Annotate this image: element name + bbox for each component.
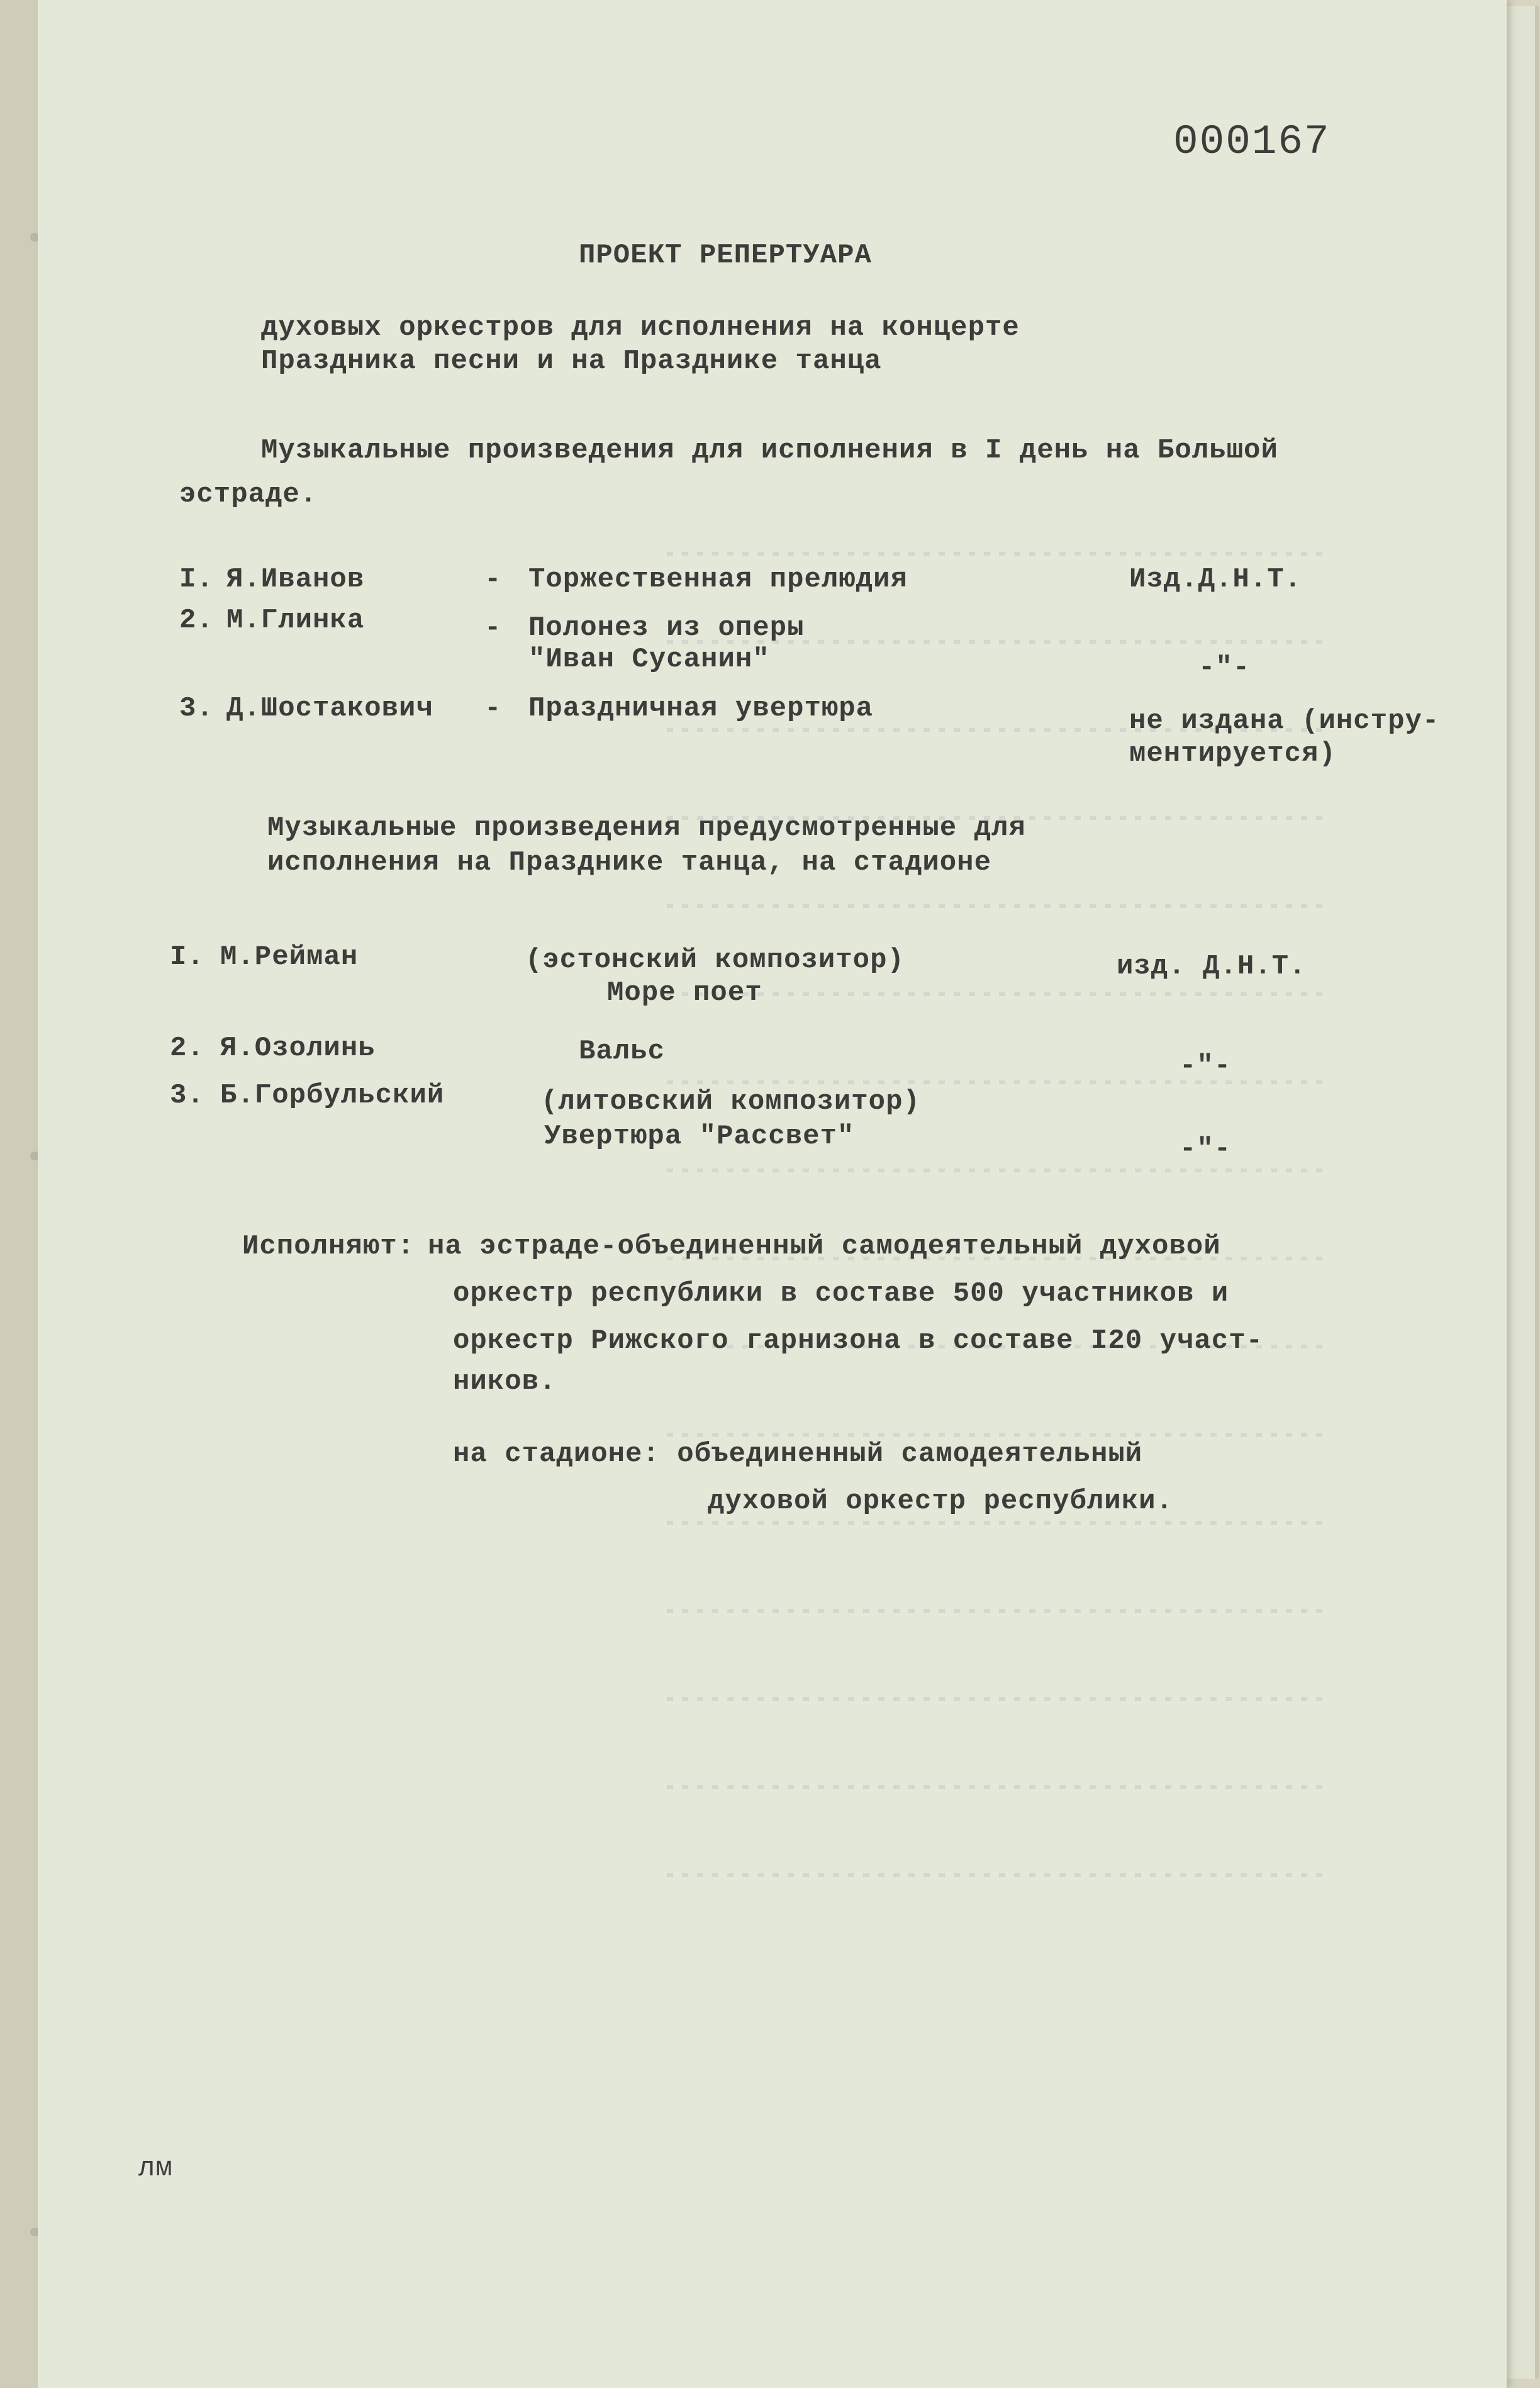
item-number: 2.	[179, 605, 214, 636]
item-edition: Изд.Д.Н.Т.	[1129, 564, 1302, 595]
item-composer: Я.Иванов	[226, 564, 365, 595]
document-sheet	[38, 0, 1507, 2388]
item-work: Торжественная прелюдия	[528, 564, 908, 595]
item-work: Вальс	[579, 1036, 666, 1067]
item-composer: Б.Горбульский	[220, 1080, 445, 1111]
item-work: Увертюра "Рассвет"	[544, 1121, 855, 1152]
item-edition: -"-	[1180, 1133, 1232, 1165]
section1-heading: эстраде.	[179, 479, 318, 510]
archive-number: 000167	[1173, 118, 1331, 165]
item-work: Полонез из оперы	[528, 612, 805, 644]
performers-stage-line: ников.	[453, 1366, 557, 1398]
section2-heading: исполнения на Празднике танца, на стадионе	[267, 847, 991, 878]
document-title: ПРОЕКТ РЕПЕРТУАРА	[579, 240, 872, 271]
item-composer: М.Глинка	[226, 605, 365, 636]
item-note: (эстонский композитор)	[525, 945, 905, 976]
item-composer: Я.Озолинь	[220, 1033, 376, 1064]
item-number: I.	[179, 564, 214, 595]
performers-stadium-line: духовой оркестр республики.	[708, 1486, 1173, 1517]
section2-heading: Музыкальные произведения предусмотренные для	[267, 812, 1026, 844]
performers-stage-line: на эстраде-объединенный самодеятельный духовой	[428, 1231, 1221, 1262]
item-work: Море поет	[607, 977, 762, 1009]
performers-stage-line: оркестр Рижского гарнизона в составе I20 участ-	[453, 1325, 1264, 1357]
item-edition: изд. Д.Н.Т.	[1117, 951, 1307, 982]
item-note: (литовский композитор)	[541, 1086, 920, 1118]
subtitle-line: Праздника песни и на Празднике танца	[261, 345, 882, 377]
item-dash: -	[484, 564, 502, 595]
item-composer: Д.Шостакович	[226, 693, 433, 724]
footer-initials: лм	[138, 2153, 173, 2184]
item-dash: -	[484, 612, 502, 644]
item-composer: М.Рейман	[220, 941, 359, 973]
item-work: Праздничная увертюра	[528, 693, 874, 724]
section1-heading: Музыкальные произведения для исполнения в I день на Большой	[261, 435, 1278, 466]
item-number: 3.	[179, 693, 214, 724]
item-edition-line2: ментируется)	[1129, 738, 1336, 770]
item-number: 3.	[170, 1080, 204, 1111]
item-number: I.	[170, 941, 204, 973]
performers-label: Исполняют:	[242, 1231, 415, 1262]
performers-stadium-line: на стадионе: объединенный самодеятельный	[453, 1438, 1143, 1470]
performers-stage-line: оркестр республики в составе 500 участников и	[453, 1278, 1229, 1309]
item-edition: -"-	[1198, 652, 1251, 683]
item-dash: -	[484, 693, 502, 724]
binding-edge	[0, 0, 39, 2388]
item-edition: -"-	[1180, 1050, 1232, 1082]
item-work-line2: "Иван Сусанин"	[528, 644, 770, 675]
item-number: 2.	[170, 1033, 204, 1064]
subtitle-line: духовых оркестров для исполнения на концерте	[261, 312, 1020, 344]
item-edition: не издана (инстру-	[1129, 705, 1440, 737]
